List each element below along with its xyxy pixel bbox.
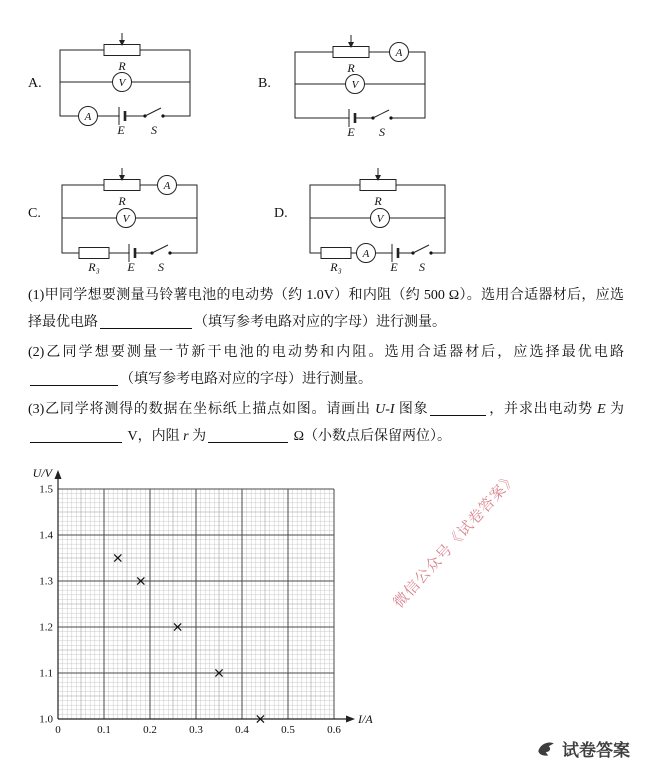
svg-text:0.4: 0.4 xyxy=(235,724,249,736)
ui-term: U-I xyxy=(375,402,395,417)
brand-text: 试卷答案 xyxy=(562,741,630,760)
ui-graph xyxy=(20,455,398,752)
answer-blank-q1 xyxy=(100,313,192,329)
protective-resistor-label: R₃ xyxy=(88,260,100,274)
svg-text:U/V: U/V xyxy=(32,466,52,480)
svg-text:1.1: 1.1 xyxy=(39,667,53,680)
svg-text:1.3: 1.3 xyxy=(39,575,53,588)
question-3 xyxy=(28,396,624,450)
svg-text:0: 0 xyxy=(55,724,61,736)
voltmeter-label: V xyxy=(376,213,384,225)
battery-label: E xyxy=(127,260,135,274)
question-2 xyxy=(28,339,624,393)
svg-text:0.6: 0.6 xyxy=(327,724,341,736)
switch-icon xyxy=(143,108,164,119)
switch-label: S xyxy=(151,123,157,137)
svg-text:I/A: I/A xyxy=(358,712,373,726)
rheostat-label: R xyxy=(374,194,382,208)
rheostat-icon xyxy=(104,168,140,191)
answer-blank-q3-graph xyxy=(430,400,486,416)
svg-text:1.4: 1.4 xyxy=(39,529,53,542)
svg-text:0.3: 0.3 xyxy=(189,724,203,736)
option-label-c: C. xyxy=(28,206,41,221)
ui-graph-svg xyxy=(20,455,398,747)
question-3-text2: 图象 xyxy=(394,402,429,417)
svg-text:0.2: 0.2 xyxy=(143,724,157,736)
option-label-a: A. xyxy=(28,76,42,91)
ammeter-label: A xyxy=(362,248,370,260)
rheostat-icon xyxy=(333,35,369,58)
rheostat-icon xyxy=(104,33,140,56)
rheostat-label: R xyxy=(118,194,126,208)
rheostat-label: R xyxy=(347,61,355,75)
rheostat-icon xyxy=(360,168,396,191)
switch-label: S xyxy=(419,260,425,274)
protective-resistor-icon xyxy=(321,248,351,259)
voltmeter-label: V xyxy=(118,77,126,89)
circuit-diagram-c xyxy=(52,165,207,277)
voltmeter-label: V xyxy=(351,79,359,91)
footer-brand xyxy=(535,736,630,761)
question-1-text2: （填写参考电路对应的字母）进行测量。 xyxy=(194,315,446,330)
option-label-d: D. xyxy=(274,206,288,221)
resistance-symbol: r xyxy=(183,429,189,444)
ammeter-label: A xyxy=(395,47,403,59)
answer-blank-q3-r xyxy=(208,427,288,443)
battery-label: E xyxy=(117,123,125,137)
question-1-text: (1)甲同学想要测量马铃薯电池的电动势（约 1.0V）和内阻（约 500 Ω）。选用合适器材后，应选择最优电路 xyxy=(28,288,624,330)
question-3-text3: ，并求出电动势 xyxy=(488,402,598,417)
option-label-b: B. xyxy=(258,76,271,91)
question-1 xyxy=(28,282,624,336)
voltmeter-label: V xyxy=(122,213,130,225)
rheostat-label: R xyxy=(118,59,126,73)
question-3-text: (3)乙同学将测得的数据在坐标纸上描点如图。请画出 xyxy=(28,402,376,417)
question-3-text7: Ω（小数点后保留两位）。 xyxy=(290,429,451,444)
circuit-diagram-b xyxy=(285,32,435,140)
ammeter-label: A xyxy=(84,111,92,123)
question-block xyxy=(28,282,624,450)
brand-logo-icon xyxy=(535,738,557,760)
switch-icon xyxy=(371,110,392,121)
svg-text:1.2: 1.2 xyxy=(39,621,53,634)
question-2-text2: （填写参考电路对应的字母）进行测量。 xyxy=(120,372,372,387)
question-3-text6: 为 xyxy=(188,429,207,444)
battery-label: E xyxy=(347,125,355,139)
ammeter-label: A xyxy=(163,180,171,192)
switch-label: S xyxy=(379,125,385,139)
protective-resistor-label: R₃ xyxy=(330,260,342,274)
svg-text:0.1: 0.1 xyxy=(97,724,111,736)
watermark-text: 微信公众号《试卷答案》 xyxy=(390,469,521,612)
circuit-diagram-d xyxy=(300,165,455,277)
battery-label: E xyxy=(390,260,398,274)
answer-blank-q3-emf xyxy=(30,427,122,443)
question-2-text: (2)乙同学想要测量一节新干电池的电动势和内阻。选用合适器材后，应选择最优电路 xyxy=(28,345,624,360)
answer-blank-q2 xyxy=(30,370,118,386)
switch-icon xyxy=(411,245,432,256)
protective-resistor-icon xyxy=(79,248,109,259)
svg-text:1.0: 1.0 xyxy=(39,713,53,726)
switch-icon xyxy=(150,245,171,256)
switch-label: S xyxy=(158,260,164,274)
circuit-diagram-a xyxy=(50,30,200,138)
svg-text:1.5: 1.5 xyxy=(39,483,53,496)
question-3-text4: 为 xyxy=(605,402,625,417)
emf-symbol: E xyxy=(597,402,606,417)
svg-text:0.5: 0.5 xyxy=(281,724,295,736)
question-3-text5: V，内阻 xyxy=(124,429,184,444)
